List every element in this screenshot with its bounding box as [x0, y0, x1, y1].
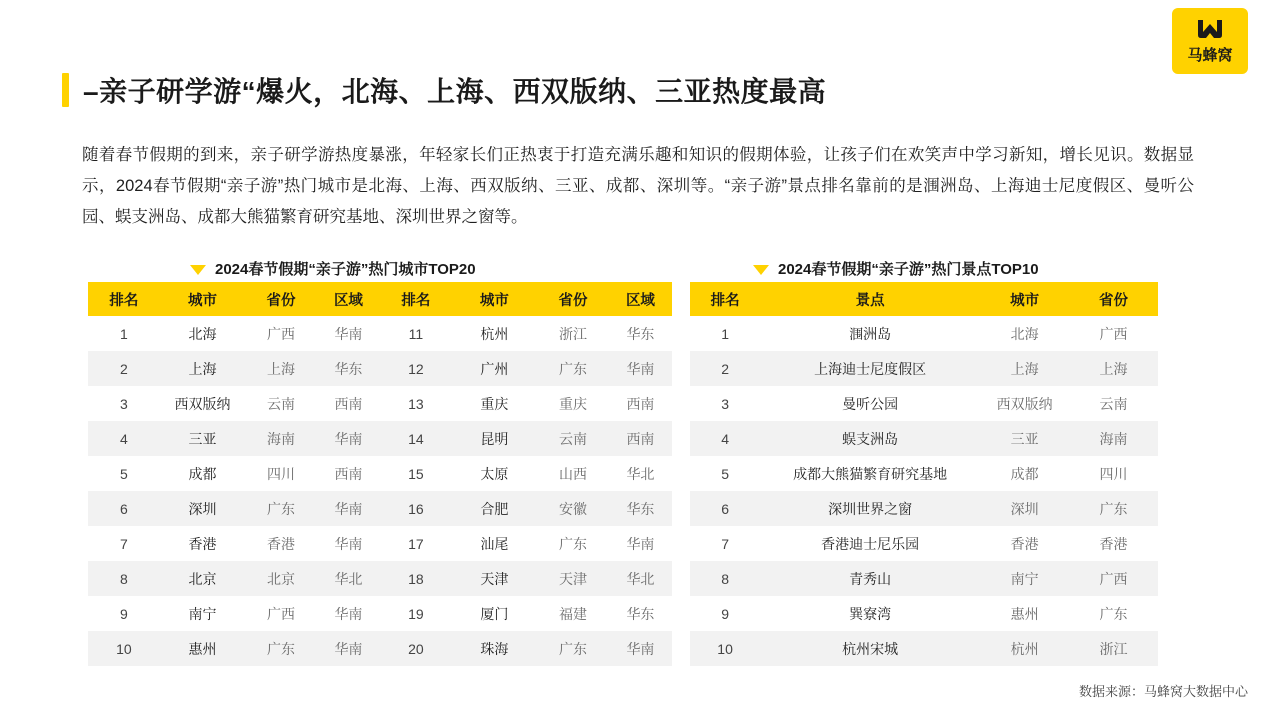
table-cell: 福建 [537, 596, 609, 631]
table-cell: 三亚 [160, 421, 245, 456]
table-row [88, 351, 672, 386]
table-cell: 深圳 [980, 491, 1069, 526]
table-cell: 广东 [537, 351, 609, 386]
table-cell: 广西 [1069, 316, 1158, 351]
table-row [690, 526, 1158, 561]
table-cell: 山西 [537, 456, 609, 491]
table-cell: 杭州 [980, 631, 1069, 666]
hot-spots-table [690, 282, 1158, 666]
table-cell: 广东 [537, 526, 609, 561]
table-cell: 香港 [980, 526, 1069, 561]
table-cell: 成都 [160, 456, 245, 491]
table-cell: 1 [88, 316, 160, 351]
table-cell: 华南 [317, 526, 380, 561]
table-cell: 7 [88, 526, 160, 561]
table-cell: 广东 [1069, 596, 1158, 631]
table-cell: 5 [88, 456, 160, 491]
table-cell: 12 [380, 351, 452, 386]
table-cell: 20 [380, 631, 452, 666]
table-cell: 北海 [160, 316, 245, 351]
table-cell: 杭州 [452, 316, 537, 351]
table-row [690, 456, 1158, 491]
column-header: 省份 [537, 282, 609, 316]
table-cell: 17 [380, 526, 452, 561]
table-cell: 广西 [245, 596, 317, 631]
table-row [88, 421, 672, 456]
table-cell: 浙江 [537, 316, 609, 351]
table-cell: 浙江 [1069, 631, 1158, 666]
table-cell: 广州 [452, 351, 537, 386]
table-cell: 16 [380, 491, 452, 526]
table-cell: 4 [88, 421, 160, 456]
table-cell: 香港 [160, 526, 245, 561]
table-cell: 上海 [245, 351, 317, 386]
table-row [690, 561, 1158, 596]
table-cell: 13 [380, 386, 452, 421]
table-cell: 西南 [609, 386, 672, 421]
column-header: 排名 [380, 282, 452, 316]
table-cell: 海南 [245, 421, 317, 456]
column-header: 城市 [980, 282, 1069, 316]
table-cell: 杭州宋城 [760, 631, 980, 666]
table-row [690, 631, 1158, 666]
table-cell: 广东 [245, 491, 317, 526]
table-cell: 广东 [537, 631, 609, 666]
table-cell: 1 [690, 316, 760, 351]
table-cell: 上海 [160, 351, 245, 386]
table-cell: 厦门 [452, 596, 537, 631]
table-cell: 9 [88, 596, 160, 631]
table-cell: 6 [690, 491, 760, 526]
table-cell: 蜈支洲岛 [760, 421, 980, 456]
table-cell: 6 [88, 491, 160, 526]
table-cell: 涠洲岛 [760, 316, 980, 351]
column-header: 城市 [160, 282, 245, 316]
column-header: 区域 [609, 282, 672, 316]
table-cell: 华东 [609, 491, 672, 526]
table-cell: 上海 [980, 351, 1069, 386]
table-cell: 云南 [245, 386, 317, 421]
table-cell: 广东 [1069, 491, 1158, 526]
table-cell: 10 [690, 631, 760, 666]
table-cell: 3 [88, 386, 160, 421]
table-cell: 华南 [317, 421, 380, 456]
table-cell: 青秀山 [760, 561, 980, 596]
title-accent-bar [62, 73, 69, 107]
table-header-row [690, 282, 1158, 316]
table-cell: 香港迪士尼乐园 [760, 526, 980, 561]
table-row [690, 421, 1158, 456]
table-body [88, 316, 672, 666]
table-cell: 香港 [1069, 526, 1158, 561]
table-cell: 北京 [245, 561, 317, 596]
table-cell: 惠州 [160, 631, 245, 666]
table-cell: 重庆 [537, 386, 609, 421]
table-header [88, 282, 672, 316]
column-header: 景点 [760, 282, 980, 316]
table-cell: 5 [690, 456, 760, 491]
table-cell: 香港 [245, 526, 317, 561]
table-cell: 华南 [317, 631, 380, 666]
table-cell: 华东 [317, 351, 380, 386]
table-header-row [88, 282, 672, 316]
triangle-marker-icon [190, 265, 206, 275]
table-cell: 18 [380, 561, 452, 596]
table-cell: 三亚 [980, 421, 1069, 456]
table-cell: 华南 [317, 596, 380, 631]
table-cell: 9 [690, 596, 760, 631]
table-cell: 昆明 [452, 421, 537, 456]
hot-cities-table [88, 282, 672, 666]
table-cell: 华南 [609, 526, 672, 561]
table-cell: 曼听公园 [760, 386, 980, 421]
table-cell: 海南 [1069, 421, 1158, 456]
column-header: 排名 [690, 282, 760, 316]
table-row [690, 596, 1158, 631]
table-cell: 合肥 [452, 491, 537, 526]
table-cell: 北海 [980, 316, 1069, 351]
left-table-caption-text: 2024春节假期“亲子游”热门城市TOP20 [215, 261, 476, 278]
table-cell: 华北 [609, 561, 672, 596]
page-title-text: –亲子研学游“爆火，北海、上海、西双版纳、三亚热度最高 [83, 76, 827, 107]
table-cell: 深圳 [160, 491, 245, 526]
table-row [690, 316, 1158, 351]
table-row [690, 386, 1158, 421]
table-cell: 华南 [609, 351, 672, 386]
table-row [88, 386, 672, 421]
table-cell: 2 [690, 351, 760, 386]
table-cell: 天津 [537, 561, 609, 596]
table-cell: 2 [88, 351, 160, 386]
lead-paragraph: 随着春节假期的到来，亲子研学游热度暴涨，年轻家长们正热衷于打造充满乐趣和知识的假期体验，让孩子们在欢笑声中学习新知，增长见识。数据显示，2024春节假期“亲子游”热门城市是北海、上海、西双版纳、三亚、成都、深圳等。“亲子游”景点排名靠前的是涠洲岛、上海迪士尼度假区、曼听公园、蜈支洲岛、成都大熊猫繁育研究基地、深圳世界之窗等。 [82, 146, 1194, 226]
table-cell: 广西 [1069, 561, 1158, 596]
table-row [690, 491, 1158, 526]
table-cell: 4 [690, 421, 760, 456]
column-header: 区域 [317, 282, 380, 316]
data-source-note: 数据来源：马蜂窝大数据中心 [1078, 684, 1248, 699]
table-cell: 四川 [1069, 456, 1158, 491]
table-header [690, 282, 1158, 316]
table-cell: 华东 [609, 596, 672, 631]
table-cell: 华北 [609, 456, 672, 491]
table-cell: 天津 [452, 561, 537, 596]
table-cell: 上海 [1069, 351, 1158, 386]
table-cell: 华东 [609, 316, 672, 351]
table-row [88, 491, 672, 526]
table-cell: 华南 [317, 491, 380, 526]
table-cell: 太原 [452, 456, 537, 491]
column-header: 城市 [452, 282, 537, 316]
table-cell: 珠海 [452, 631, 537, 666]
table-cell: 广东 [245, 631, 317, 666]
table-cell: 7 [690, 526, 760, 561]
table-cell: 西双版纳 [160, 386, 245, 421]
table-cell: 15 [380, 456, 452, 491]
table-cell: 四川 [245, 456, 317, 491]
table-row [88, 631, 672, 666]
table-cell: 成都 [980, 456, 1069, 491]
brand-name: 马蜂窝 [1187, 46, 1233, 64]
table-cell: 西南 [317, 386, 380, 421]
mafengwo-logo-icon [1195, 18, 1225, 40]
table-cell: 北京 [160, 561, 245, 596]
table-row [88, 561, 672, 596]
table-cell: 华南 [609, 631, 672, 666]
table-cell: 南宁 [160, 596, 245, 631]
table-cell: 汕尾 [452, 526, 537, 561]
right-table-caption-text: 2024春节假期“亲子游”热门景点TOP10 [778, 261, 1039, 278]
column-header: 排名 [88, 282, 160, 316]
table-cell: 深圳世界之窗 [760, 491, 980, 526]
page-title [62, 70, 826, 110]
table-cell: 华北 [317, 561, 380, 596]
column-header: 省份 [245, 282, 317, 316]
table-cell: 8 [690, 561, 760, 596]
brand-logo [1172, 8, 1248, 74]
table-cell: 成都大熊猫繁育研究基地 [760, 456, 980, 491]
right-table-caption [753, 258, 1039, 279]
table-cell: 云南 [1069, 386, 1158, 421]
table-cell: 广西 [245, 316, 317, 351]
table-cell: 南宁 [980, 561, 1069, 596]
table-row [88, 456, 672, 491]
table-cell: 上海迪士尼度假区 [760, 351, 980, 386]
table-cell: 巽寮湾 [760, 596, 980, 631]
table-cell: 14 [380, 421, 452, 456]
table-cell: 西南 [317, 456, 380, 491]
table-row [690, 351, 1158, 386]
table-row [88, 316, 672, 351]
table-cell: 西双版纳 [980, 386, 1069, 421]
table-cell: 19 [380, 596, 452, 631]
table-body [690, 316, 1158, 666]
table-cell: 华南 [317, 316, 380, 351]
table-cell: 惠州 [980, 596, 1069, 631]
table-cell: 安徽 [537, 491, 609, 526]
left-table-caption [190, 258, 476, 279]
table-cell: 8 [88, 561, 160, 596]
table-row [88, 596, 672, 631]
triangle-marker-icon [753, 265, 769, 275]
table-cell: 3 [690, 386, 760, 421]
table-cell: 10 [88, 631, 160, 666]
table-cell: 西南 [609, 421, 672, 456]
column-header: 省份 [1069, 282, 1158, 316]
table-cell: 11 [380, 316, 452, 351]
table-cell: 重庆 [452, 386, 537, 421]
table-cell: 云南 [537, 421, 609, 456]
table-row [88, 526, 672, 561]
